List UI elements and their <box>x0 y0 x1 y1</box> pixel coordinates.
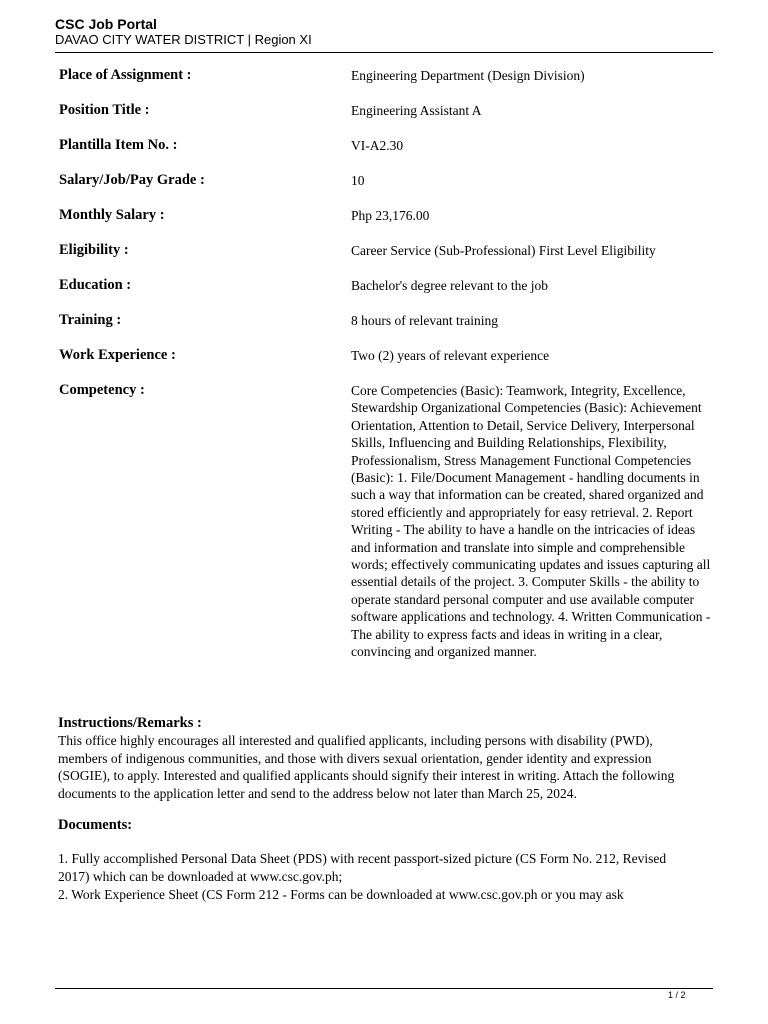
instructions-heading: Instructions/Remarks : <box>58 715 202 731</box>
field-label: Work Experience : <box>59 347 176 363</box>
field-label: Monthly Salary : <box>59 207 165 223</box>
document-item: 1. Fully accomplished Personal Data Sheet (PDS) with recent passport-sized picture (CS Form No. 212, Revised 2017) which can be downloaded at www.csc.gov.ph; <box>58 851 667 884</box>
documents-list <box>58 850 698 903</box>
header-divider <box>55 52 713 53</box>
field-value: 10 <box>351 173 365 188</box>
field-row-work-experience <box>59 345 715 380</box>
field-row-monthly-salary <box>59 205 715 240</box>
footer-divider <box>55 988 713 989</box>
field-row-place-of-assignment <box>59 65 715 100</box>
field-value: Engineering Assistant A <box>351 103 482 118</box>
field-value: Php 23,176.00 <box>351 208 430 223</box>
field-label: Salary/Job/Pay Grade : <box>59 172 205 188</box>
field-label: Education : <box>59 277 132 293</box>
field-value: 8 hours of relevant training <box>351 313 498 328</box>
field-value: Bachelor's degree relevant to the job <box>351 278 548 293</box>
field-value: VI-A2.30 <box>351 138 404 153</box>
field-label: Position Title : <box>59 102 150 118</box>
field-label: Plantilla Item No. : <box>59 137 178 153</box>
job-details <box>59 65 715 661</box>
field-row-salary-grade <box>59 170 715 205</box>
page-header <box>55 16 715 48</box>
portal-title: CSC Job Portal <box>55 16 157 32</box>
agency-name: DAVAO CITY WATER DISTRICT | Region XI <box>55 32 312 47</box>
field-row-competency <box>59 380 715 661</box>
field-row-training <box>59 310 715 345</box>
field-row-position-title <box>59 100 715 135</box>
field-value: Core Competencies (Basic): Teamwork, Integrity, Excellence, Stewardship Organizational Competencies (Basic): Achievement Orientation, Attention to Detail, Service Delivery, Interpersonal Skills, Influencing and Building Relationships, Flexibility, Professionalism, Stress Management Functional Competencies (Basic): 1. File/Document Management - handling documents in such a way that information can be created, shared organized and stored efficiently and appropriately for easy retrieval. 2. Report Writing - The ability to have a handle on the intricacies of ideas and information and translate into simple and comprehensible words; effectively communicating updates and issues capturing all essential details of the project. 3. Computer Skills - the ability to operate standard personal computer and use available computer software applications and technology. 4. Written Communication - The ability to express facts and ideas in writing in a clear, convincing and organized manner. <box>351 383 711 660</box>
field-value: Engineering Department (Design Division) <box>351 68 585 83</box>
field-label: Competency : <box>59 382 145 398</box>
field-row-education <box>59 275 715 310</box>
field-label: Eligibility : <box>59 242 129 258</box>
field-row-eligibility <box>59 240 715 275</box>
field-value: Career Service (Sub-Professional) First Level Eligibility <box>351 243 656 258</box>
field-label: Training : <box>59 312 122 328</box>
page-number: 1 / 2 <box>668 990 686 1000</box>
instructions-section <box>58 714 698 903</box>
field-row-plantilla-item <box>59 135 715 170</box>
documents-heading: Documents: <box>58 817 133 834</box>
field-value: Two (2) years of relevant experience <box>351 348 550 363</box>
document-item: 2. Work Experience Sheet (CS Form 212 - Forms can be downloaded at www.csc.gov.ph or you may ask <box>58 886 624 902</box>
field-label: Place of Assignment : <box>59 67 192 83</box>
instructions-body: This office highly encourages all interested and qualified applicants, including persons with disability (PWD), members of indigenous communities, and those with divers sexual orientation, gender identity and expression (SOGIE), to apply. Interested and qualified applicants should signify their interest in writing. Attach the following documents to the application letter and send to the address below not later than March 25, 2024. <box>58 733 675 801</box>
